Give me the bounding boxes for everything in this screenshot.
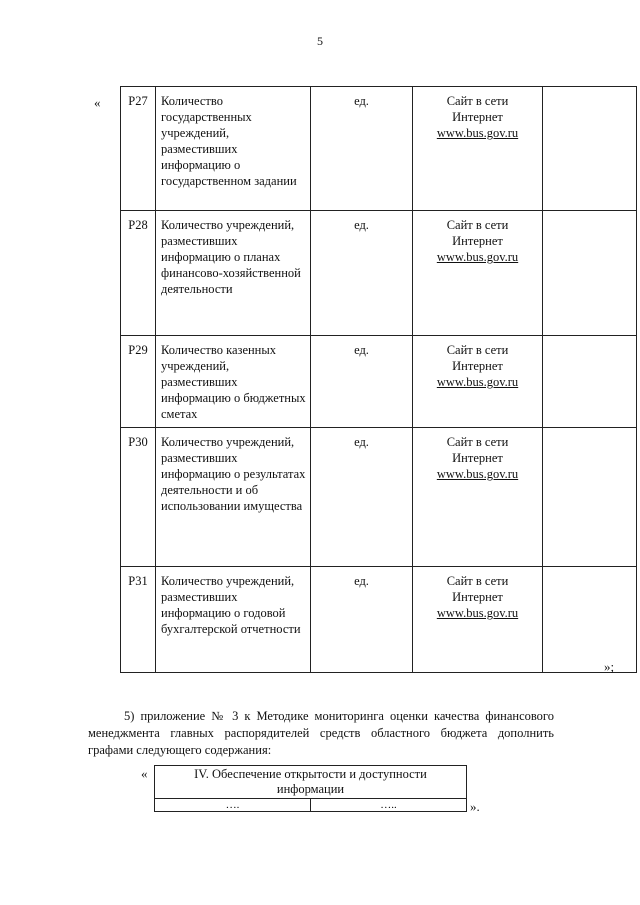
table-row xyxy=(121,567,637,673)
opening-quote: « xyxy=(94,95,101,110)
table-cell: …. xyxy=(155,799,311,812)
source-line: Интернет xyxy=(452,359,503,373)
indicator-source xyxy=(413,211,543,336)
indicator-code: Р27 xyxy=(121,87,156,211)
amendment-paragraph: 5) приложение № 3 к Методике мониторинга оценки качества финансового менеджмента главных распорядителей средств областного бюджета дополнить графами следующего содержания: xyxy=(88,709,554,757)
source-url: www.bus.gov.ru xyxy=(436,250,519,264)
indicator-extra xyxy=(543,567,637,673)
indicator-code: Р30 xyxy=(121,428,156,567)
indicator-unit: ед. xyxy=(311,211,413,336)
indicator-extra xyxy=(543,87,637,211)
section-header: IV. Обеспечение открытости и доступности информации xyxy=(155,766,467,799)
table-row xyxy=(121,87,637,211)
source-url: www.bus.gov.ru xyxy=(436,375,519,389)
source-line: Сайт в сети xyxy=(446,343,509,357)
table-row xyxy=(121,336,637,428)
table-cell: ….. xyxy=(311,799,467,812)
source-line: Интернет xyxy=(452,110,503,124)
indicator-extra xyxy=(543,336,637,428)
page-number: 5 xyxy=(317,34,323,48)
indicator-extra xyxy=(543,428,637,567)
section-table xyxy=(154,765,467,812)
indicator-unit: ед. xyxy=(311,87,413,211)
source-url: www.bus.gov.ru xyxy=(436,467,519,481)
closing-quote: ». xyxy=(470,799,480,814)
indicator-source xyxy=(413,336,543,428)
indicator-code: Р31 xyxy=(121,567,156,673)
closing-quote: »; xyxy=(604,659,615,674)
source-url: www.bus.gov.ru xyxy=(436,606,519,620)
indicator-code: Р29 xyxy=(121,336,156,428)
table-row xyxy=(155,766,467,799)
indicator-unit: ед. xyxy=(311,567,413,673)
indicator-source xyxy=(413,428,543,567)
table-row xyxy=(121,211,637,336)
table-row xyxy=(121,428,637,567)
indicator-extra xyxy=(543,211,637,336)
indicator-source xyxy=(413,87,543,211)
source-line: Интернет xyxy=(452,590,503,604)
indicators-table xyxy=(120,86,637,673)
table-row xyxy=(155,799,467,812)
indicator-source xyxy=(413,567,543,673)
indicator-name: Количество учреждений, разместивших информацию о результатах деятельности и об использовании имущества xyxy=(156,428,311,567)
indicator-unit: ед. xyxy=(311,336,413,428)
source-line: Сайт в сети xyxy=(446,574,509,588)
source-line: Интернет xyxy=(452,451,503,465)
source-line: Сайт в сети xyxy=(446,94,509,108)
indicator-code: Р28 xyxy=(121,211,156,336)
indicator-name: Количество государственных учреждений, разместивших информацию о государственном задании xyxy=(156,87,311,211)
opening-quote: « xyxy=(141,766,148,781)
indicator-name: Количество казенных учреждений, разместивших информацию о бюджетных сметах xyxy=(156,336,311,428)
indicator-name: Количество учреждений, разместивших информацию о годовой бухгалтерской отчетности xyxy=(156,567,311,673)
source-line: Интернет xyxy=(452,234,503,248)
source-url: www.bus.gov.ru xyxy=(436,126,519,140)
source-line: Сайт в сети xyxy=(446,435,509,449)
source-line: Сайт в сети xyxy=(446,218,509,232)
indicator-unit: ед. xyxy=(311,428,413,567)
indicator-name: Количество учреждений, разместивших информацию о планах финансово-хозяйственной деятельности xyxy=(156,211,311,336)
